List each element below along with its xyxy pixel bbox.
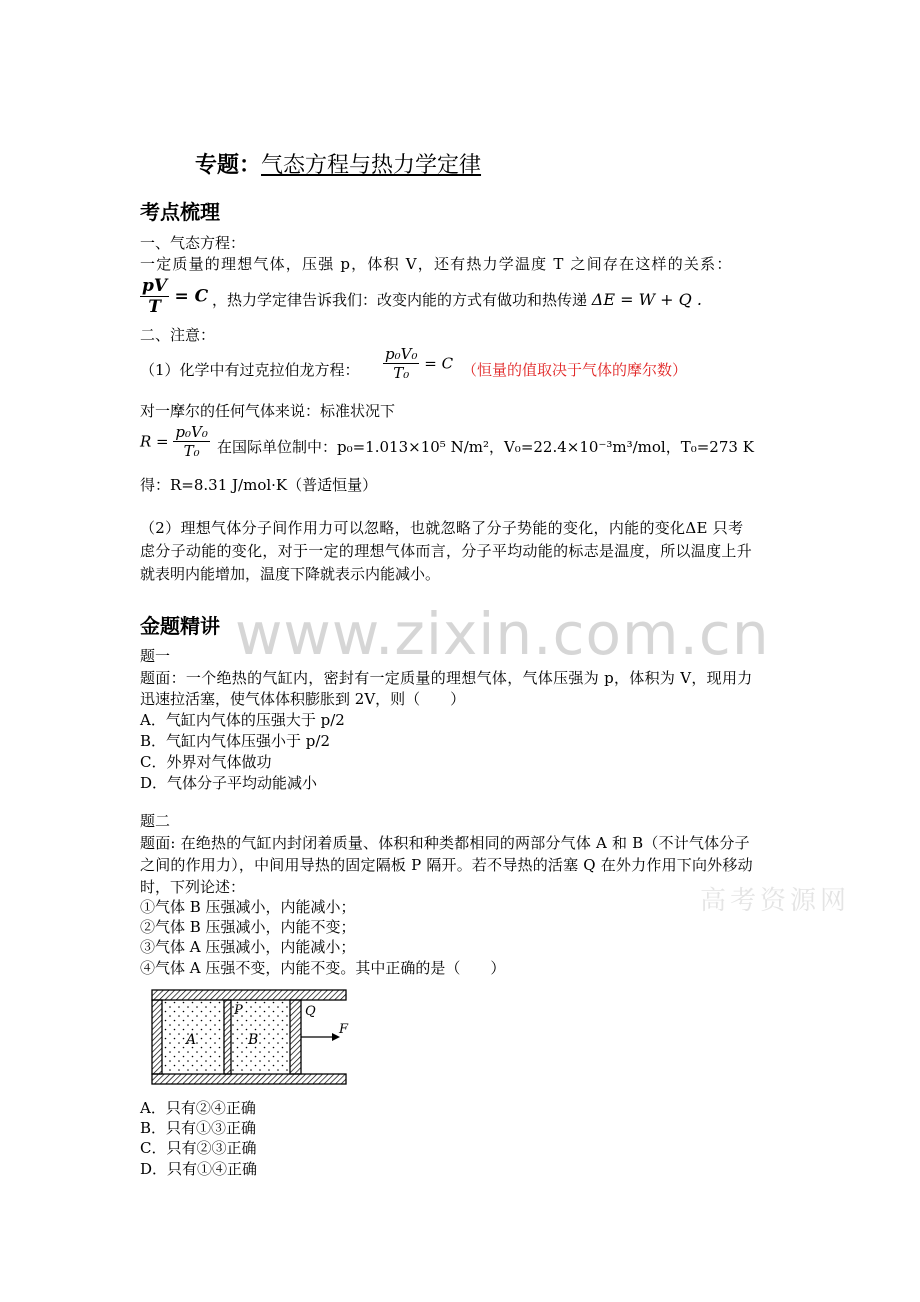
formula-numerator: pV: [142, 276, 168, 296]
watermark: www.zixin.com.cn: [235, 600, 770, 668]
section-heading-problems: 金题精讲: [140, 614, 220, 638]
q2-statement-3: ③气体 A 压强减小，内能减小；: [140, 938, 356, 956]
section-heading-review: 考点梳理: [140, 200, 220, 224]
cylinder-left-wall: [152, 1000, 162, 1074]
q2-stem-line-3: 时，下列论述：: [140, 878, 246, 896]
page-title: [195, 148, 481, 179]
watermark-2: 高考资源网: [700, 886, 851, 916]
q2-statement-1: ①气体 B 压强减小，内能减小；: [140, 898, 356, 916]
si-units-text: 在国际单位制中：p₀=1.013×10⁵ N/m²，V₀=22.4×10⁻³m³/mol，T₀=273 K: [217, 438, 754, 456]
note-2-line-1: （2）理想气体分子间作用力可以忽略，也就忽略了分子势能的变化，内能的变化ΔE 只考: [140, 519, 744, 537]
q2-label: 题二: [140, 812, 171, 830]
cylinder-bottom-wall: [152, 1074, 346, 1084]
formula-clapeyron: [383, 345, 453, 382]
formula-pv-over-t: [140, 276, 208, 317]
q2-option-d: D．只有①④正确: [140, 1160, 258, 1178]
q1-option-c: C．外界对气体做功: [140, 753, 272, 771]
q1-option-d: D．气体分子平均动能减小: [140, 774, 318, 792]
clapeyron-denominator: T₀: [393, 364, 410, 382]
one-mole-text: 对一摩尔的任何气体来说：标准状况下: [140, 402, 396, 420]
first-law-formula: ΔE = W + Q .: [591, 290, 702, 309]
q2-stem-line-1: 题面: 在绝热的气缸内封闭着质量、体积和种类都相同的两部分气体 A 和 B（不计气体分子: [140, 834, 750, 852]
r-equals: R =: [140, 432, 169, 451]
gas-constant-result: 得：R=8.31 J/mol·K（普适恒量）: [140, 476, 378, 494]
title-main: 气态方程与热力学定律: [261, 153, 482, 178]
clapeyron-note: （恒量的值取决于气体的摩尔数）: [462, 361, 688, 379]
formula-equals-c: = C: [174, 286, 209, 307]
note-2-line-2: 虑分子动能的变化，对于一定的理想气体而言，分子平均动能的标志是温度，所以温度上升: [140, 542, 753, 560]
figure-label-f: F: [339, 1022, 349, 1037]
formula-denominator: T: [148, 297, 161, 317]
thermo-law-text: ，热力学定律告诉我们：改变内能的方式有做功和热传递: [212, 291, 588, 309]
cylinder-diagram: [150, 986, 360, 1088]
q2-option-b: B．只有①③正确: [140, 1119, 257, 1137]
note-2-line-3: 就表明内能增加，温度下降就表示内能减小。: [140, 565, 441, 583]
figure-label-p: P: [234, 1003, 243, 1018]
thermo-law-line: [212, 290, 702, 310]
q2-stem-line-2: 之间的作用力），中间用导热的固定隔板 P 隔开。若不导热的活塞 Q 在外力作用下向外移动: [140, 856, 753, 874]
formula-r: [140, 423, 210, 460]
q2-statement-2: ②气体 B 压强减小，内能不变；: [140, 918, 356, 936]
cylinder-top-wall: [152, 990, 346, 1000]
piston-q: [290, 1000, 301, 1074]
q1-stem-line-2: 迅速拉活塞，使气体体积膨胀到 2V，则（ ）: [140, 690, 466, 708]
clapeyron-numerator: p₀V₀: [385, 345, 418, 363]
notes-heading: 二、注意：: [140, 326, 216, 344]
title-prefix: 专题：: [195, 153, 262, 178]
r-numerator: p₀V₀: [175, 423, 208, 441]
clapeyron-intro: （1）化学中有过克拉伯龙方程：: [140, 361, 360, 379]
figure-label-q: Q: [305, 1004, 316, 1019]
q1-option-b: B．气缸内气体压强小于 p/2: [140, 732, 330, 750]
clapeyron-equals-c: = C: [424, 354, 454, 373]
q1-label: 题一: [140, 647, 171, 665]
q2-option-c: C．只有②③正确: [140, 1139, 257, 1157]
q1-option-a: A．气缸内气体的压强大于 p/2: [140, 711, 345, 729]
figure-label-a: A: [186, 1032, 197, 1048]
q2-option-a: A．只有②④正确: [140, 1099, 256, 1117]
partition-p: [224, 1000, 231, 1074]
q2-statement-4: ④气体 A 压强不变，内能不变。其中正确的是（ ）: [140, 959, 506, 977]
r-denominator: T₀: [183, 442, 200, 460]
gas-equation-heading: 一、气态方程：: [140, 234, 246, 252]
figure-label-b: B: [248, 1032, 259, 1048]
q1-stem-line-1: 题面：一个绝热的气缸内，密封有一定质量的理想气体，气体压强为 p，体积为 V，现用力: [140, 669, 753, 687]
gas-equation-text: 一定质量的理想气体，压强 p，体积 V，还有热力学温度 T 之间存在这样的关系：: [140, 255, 733, 273]
